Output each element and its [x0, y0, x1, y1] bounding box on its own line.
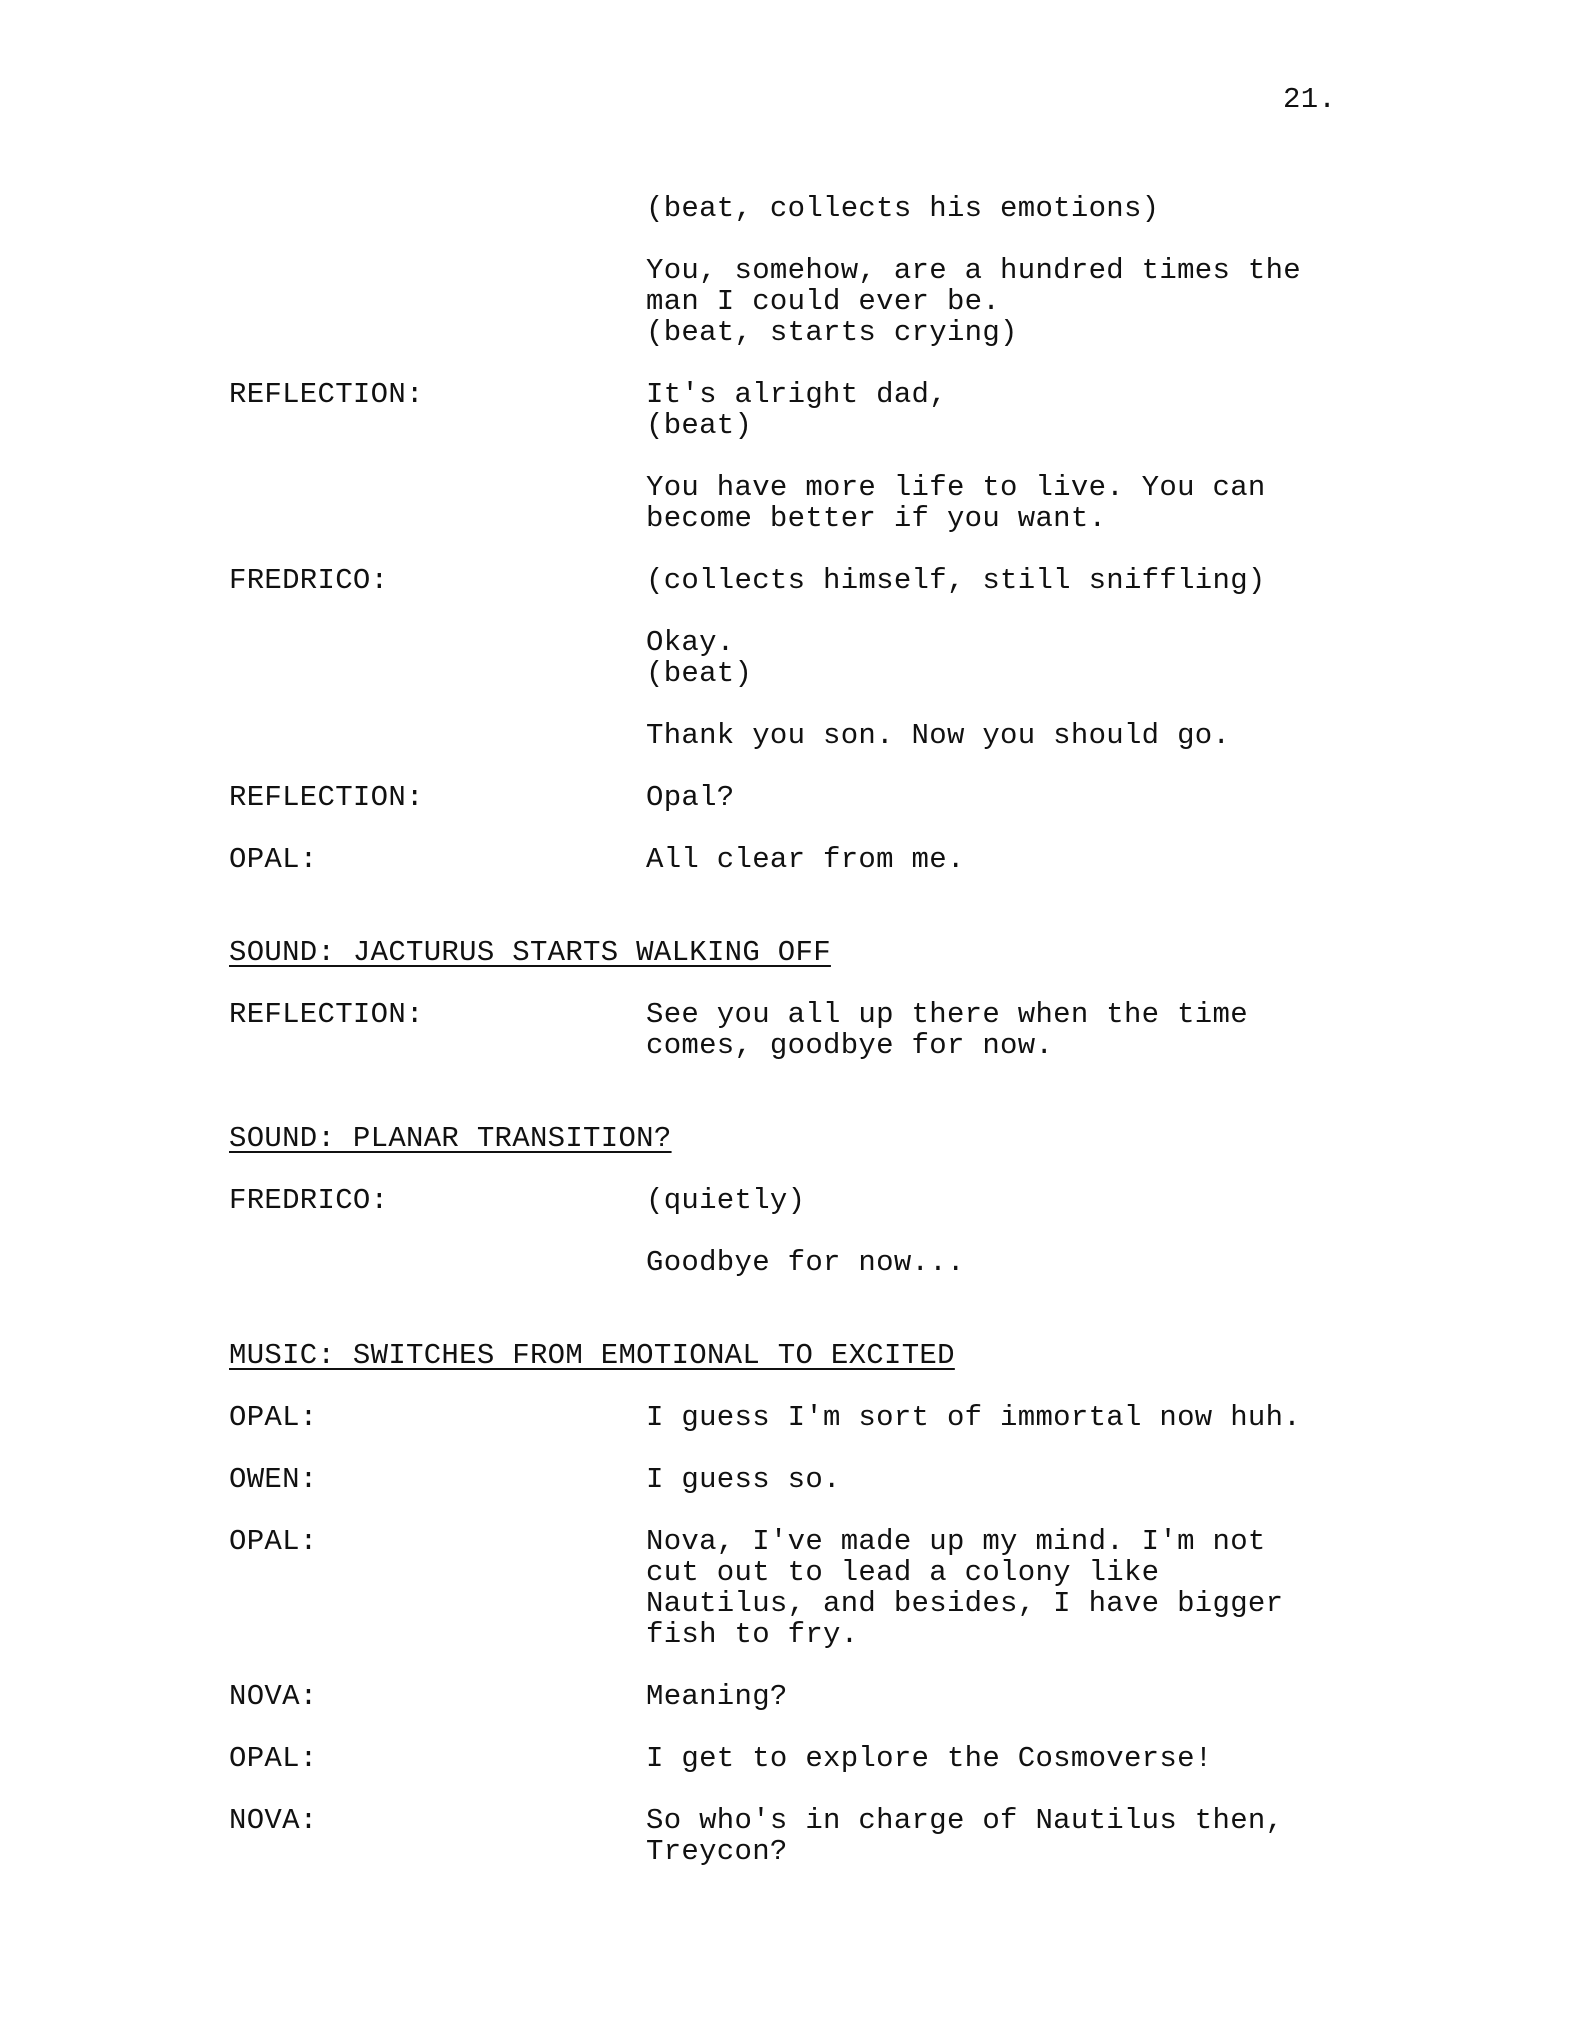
dialogue-line: I get to explore the Cosmoverse! [646, 1742, 1213, 1775]
dialogue-line: So who's in charge of Nautilus then, [646, 1804, 1284, 1837]
parenthetical: (quietly) [646, 1184, 806, 1217]
parenthetical: (beat, starts crying) [646, 316, 1018, 349]
dialogue-line: Thank you son. Now you should go. [646, 719, 1231, 752]
dialogue-line: Goodbye for now... [646, 1246, 965, 1279]
dialogue-line: Okay. [646, 626, 735, 659]
character-cue: REFLECTION: [229, 378, 424, 411]
dialogue-line: You, somehow, are a hundred times the [646, 254, 1302, 287]
character-cue: FREDRICO: [229, 564, 389, 597]
dialogue-line: I guess I'm sort of immortal now huh. [646, 1401, 1302, 1434]
dialogue-line: Nova, I've made up my mind. I'm not [646, 1525, 1266, 1558]
dialogue-line: fish to fry. [646, 1618, 859, 1651]
parenthetical: (beat) [646, 409, 753, 442]
music-cue: MUSIC: SWITCHES FROM EMOTIONAL TO EXCITED [229, 1339, 955, 1372]
dialogue-line: It's alright dad, [646, 378, 947, 411]
character-cue: REFLECTION: [229, 998, 424, 1031]
sound-cue: SOUND: JACTURUS STARTS WALKING OFF [229, 936, 831, 969]
character-cue: NOVA: [229, 1804, 318, 1837]
dialogue-line: Meaning? [646, 1680, 788, 1713]
parenthetical: (beat) [646, 657, 753, 690]
dialogue-line: All clear from me. [646, 843, 965, 876]
dialogue-line: See you all up there when the time [646, 998, 1248, 1031]
dialogue-line: man I could ever be. [646, 285, 1001, 318]
character-cue: NOVA: [229, 1680, 318, 1713]
dialogue-line: become better if you want. [646, 502, 1107, 535]
page-number: 21. [1283, 83, 1337, 116]
dialogue-line: Treycon? [646, 1835, 788, 1868]
sound-cue: SOUND: PLANAR TRANSITION? [229, 1122, 672, 1155]
character-cue: OWEN: [229, 1463, 318, 1496]
character-cue: FREDRICO: [229, 1184, 389, 1217]
character-cue: OPAL: [229, 843, 318, 876]
dialogue-line: comes, goodbye for now. [646, 1029, 1054, 1062]
dialogue-line: Nautilus, and besides, I have bigger [646, 1587, 1284, 1620]
dialogue-line: Opal? [646, 781, 735, 814]
character-cue: OPAL: [229, 1742, 318, 1775]
character-cue: OPAL: [229, 1401, 318, 1434]
parenthetical: (collects himself, still sniffling) [646, 564, 1266, 597]
character-cue: OPAL: [229, 1525, 318, 1558]
dialogue-line: cut out to lead a colony like [646, 1556, 1160, 1589]
dialogue-line: I guess so. [646, 1463, 841, 1496]
dialogue-line: You have more life to live. You can [646, 471, 1266, 504]
character-cue: REFLECTION: [229, 781, 424, 814]
parenthetical: (beat, collects his emotions) [646, 192, 1160, 225]
